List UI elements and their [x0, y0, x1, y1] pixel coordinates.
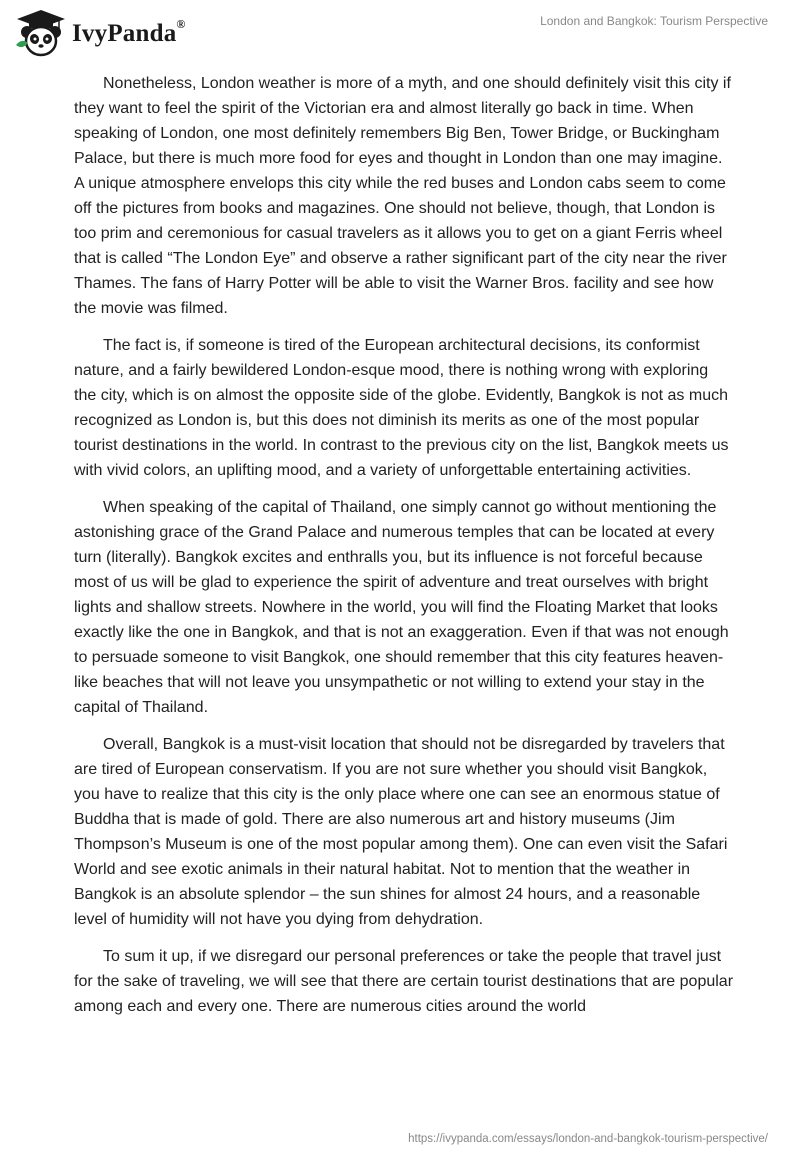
paragraph: The fact is, if someone is tired of the European architectural decisions, its conformist nature, and a fairly bewildered London-esque mood, there is nothing wrong with exploring the city, which is on almost the opposite side of the globe. Evidently, Bangkok is not as much recognized as London is, but this does not diminish its merits as one of the most popular tourist destinations in the world. In contrast to the previous city on the list, Bangkok meets us with vivid colors, an uplifting mood, and a variety of unforgettable entertaining activities. — [74, 337, 729, 479]
page-header — [0, 0, 800, 70]
trademark-symbol: ® — [176, 16, 186, 31]
paragraph: To sum it up, if we disregard our personal preferences or take the people that travel just for the sake of traveling, we will see that there are certain tourist destinations that are popular among each and every one. There are numerous cities around the world — [74, 948, 734, 1015]
paragraph: When speaking of the capital of Thailand, one simply cannot go without mentioning the astonishing grace of the Grand Palace and numerous temples that can be located at every turn (literally). Bangkok excites and enthralls you, but its influence is not forceful because most of us will be glad to experience the spirit of adventure and treat ourselves with bright lights and shallow streets. Nowhere in the world, you will find the Floating Market that looks exactly like the one in Bangkok, and that is not an exaggeration. Even if that was not enough to persuade someone to visit Bangkok, one should remember that this city features heaven-like beaches that will not leave you unsympathetic or not willing to extend your stay in the capital of Thailand. — [74, 499, 729, 716]
source-url-link[interactable]: https://ivypanda.com/essays/london-and-bangkok-tourism-perspective/ — [408, 1133, 768, 1145]
essay-body — [74, 71, 734, 1031]
panda-graduate-icon — [14, 8, 68, 58]
paragraph: Overall, Bangkok is a must-visit location that should not be disregarded by travelers that are tired of European conservatism. If you are not sure whether you should visit Bangkok, you have to realize that this city is the only place where one can see an enormous statue of Buddha that is made of gold. There are also numerous art and history museums (Jim Thompson’s Museum is one of the most popular among them). One can even visit the Safari World and see exotic animals in their natural habitat. Not to mention that the weather in Bangkok is an absolute splendor – the sun shines for almost 24 hours, and a reasonable level of humidity will not have you dying from dehydration. — [74, 736, 728, 928]
paragraph: Nonetheless, London weather is more of a myth, and one should definitely visit this city if they want to feel the spirit of the Victorian era and almost literally go back in time. When speaking of London, one most definitely remembers Big Ben, Tower Bridge, or Buckingham Palace, but there is much more food for eyes and thought in London than one may imagine. A unique atmosphere envelops this city while the red buses and London cabs seem to come off the pictures from books and magazines. One should not believe, though, that London is too prim and ceremonious for casual travelers as it allows you to get on a giant Ferris wheel that is called “The London Eye” and observe a rather significant part of the city near the river Thames. The fans of Harry Potter will be able to visit the Warner Bros. facility and see how the movie was filmed. — [74, 75, 731, 317]
brand-name: IvyPanda® — [72, 16, 186, 47]
document-title: London and Bangkok: Tourism Perspective — [540, 14, 768, 28]
ivypanda-logo[interactable] — [14, 8, 186, 58]
